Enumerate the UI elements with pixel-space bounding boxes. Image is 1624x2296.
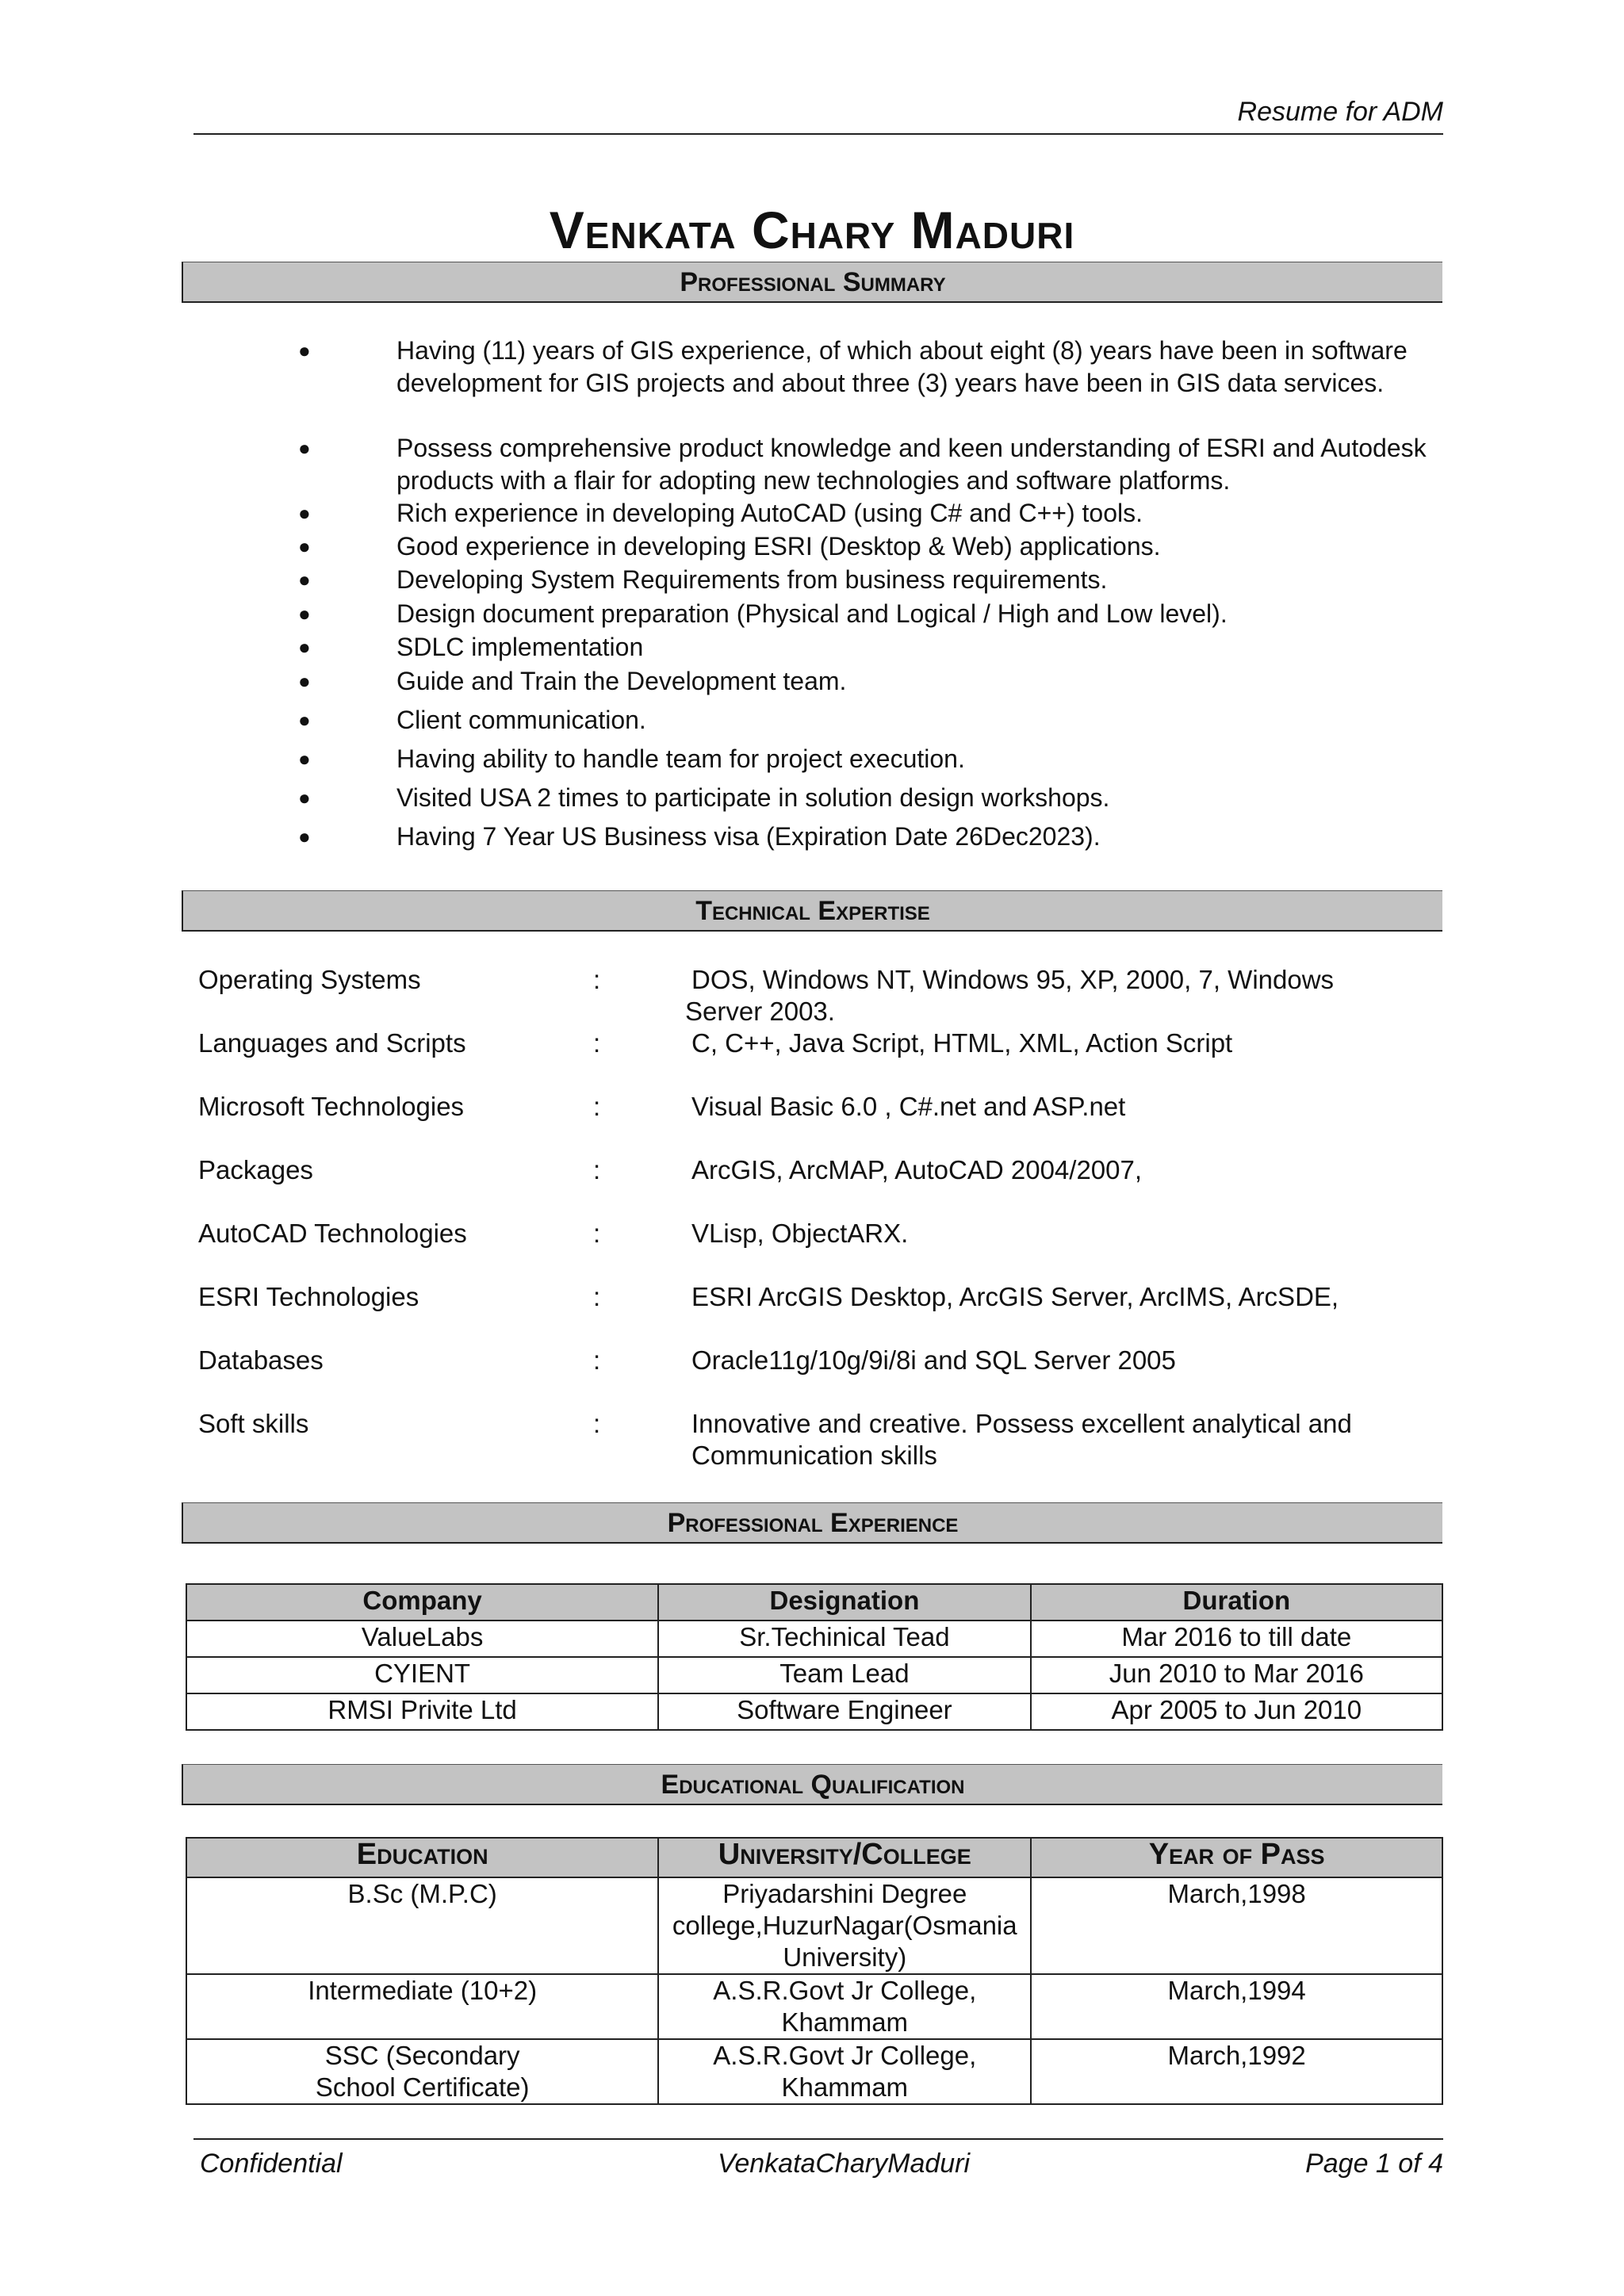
bullet-icon: ● [298, 708, 311, 732]
experience-header-cell: Duration [1031, 1584, 1442, 1621]
summary-text: Having (11) years of GIS experience, of which about eight (8) years have been in software development for GIS projects and about three (3) years have been in GIS data services. [396, 336, 1408, 397]
tech-separator: : [593, 1155, 601, 1184]
tech-label: Operating Systems [198, 965, 421, 994]
education-cell: March,1994 [1031, 1974, 1442, 2039]
section-heading-technical: Technical Expertise [182, 890, 1442, 932]
section-heading-education: Educational Qualification [182, 1764, 1442, 1805]
bullet-icon: ● [298, 747, 311, 771]
education-cell: A.S.R.Govt Jr College, Khammam [658, 1974, 1031, 2039]
experience-header-cell: Company [186, 1584, 658, 1621]
footer-confidential: Confidential [200, 2149, 343, 2179]
table-row [186, 1693, 1442, 1730]
footer-rule [193, 2138, 1443, 2140]
tech-separator: : [593, 1092, 601, 1121]
table-row [186, 1621, 1442, 1657]
tech-value: ESRI ArcGIS Desktop, ArcGIS Server, ArcIMS, ArcSDE, [691, 1282, 1339, 1311]
experience-cell: Apr 2005 to Jun 2010 [1031, 1693, 1442, 1730]
education-header-row [186, 1838, 1442, 1877]
tech-label: ESRI Technologies [198, 1282, 419, 1311]
experience-header-row [186, 1584, 1442, 1621]
summary-text: Visited USA 2 times to participate in solution design workshops. [396, 783, 1110, 812]
bullet-icon: ● [298, 635, 311, 659]
tech-value: Oracle11g/10g/9i/8i and SQL Server 2005 [691, 1345, 1176, 1375]
table-row [186, 2039, 1442, 2104]
table-row [186, 1974, 1442, 2039]
education-cell: March,1998 [1031, 1877, 1442, 1974]
summary-text: Having 7 Year US Business visa (Expiration Date 26Dec2023). [396, 822, 1101, 851]
tech-value: Innovative and creative. Possess excellent analytical and Communication skills [691, 1409, 1352, 1470]
education-cell: SSC (Secondary School Certificate) [186, 2039, 658, 2104]
tech-label: Soft skills [198, 1409, 309, 1438]
education-cell: March,1992 [1031, 2039, 1442, 2104]
bullet-icon: ● [298, 568, 311, 591]
summary-text: Rich experience in developing AutoCAD (using C# and C++) tools. [396, 499, 1143, 527]
tech-value: C, C++, Java Script, HTML, XML, Action Script [691, 1028, 1233, 1058]
education-header-cell: Year of Pass [1031, 1838, 1442, 1877]
section-heading-summary: Professional Summary [182, 262, 1442, 303]
tech-label: Languages and Scripts [198, 1028, 466, 1058]
education-cell: Intermediate (10+2) [186, 1974, 658, 2039]
summary-text: Good experience in developing ESRI (Desktop & Web) applications. [396, 532, 1161, 561]
summary-text: Design document preparation (Physical and Logical / High and Low level). [396, 599, 1228, 628]
experience-cell: ValueLabs [186, 1621, 658, 1657]
header-rule [193, 133, 1443, 135]
education-table [186, 1837, 1443, 2105]
bullet-icon: ● [298, 786, 311, 809]
tech-separator: : [593, 1282, 601, 1311]
tech-value: ArcGIS, ArcMAP, AutoCAD 2004/2007, [691, 1155, 1143, 1184]
education-header-cell: Education [186, 1838, 658, 1877]
tech-value: Visual Basic 6.0 , C#.net and ASP.net [691, 1092, 1126, 1121]
table-row [186, 1877, 1442, 1974]
bullet-icon: ● [298, 339, 311, 362]
bullet-icon: ● [298, 669, 311, 693]
summary-text: Possess comprehensive product knowledge and keen understanding of ESRI and Autodesk products with a flair for adopting new technologies and software platforms. [396, 434, 1427, 495]
experience-table [186, 1583, 1443, 1731]
bullet-icon: ● [298, 534, 311, 558]
experience-cell: Mar 2016 to till date [1031, 1621, 1442, 1657]
summary-text: Developing System Requirements from business requirements. [396, 565, 1108, 594]
tech-value: VLisp, ObjectARX. [691, 1219, 909, 1248]
bullet-icon: ● [298, 825, 311, 848]
tech-separator: : [593, 1028, 601, 1058]
header-title: Resume for ADM [1237, 97, 1443, 127]
summary-text: SDLC implementation [396, 633, 644, 661]
experience-header-cell: Designation [658, 1584, 1030, 1621]
tech-separator: : [593, 1219, 601, 1248]
footer-name: VenkataCharyMaduri [717, 2149, 971, 2179]
section-heading-experience: Professional Experience [182, 1502, 1442, 1544]
education-cell: A.S.R.Govt Jr College, Khammam [658, 2039, 1031, 2104]
table-row [186, 1657, 1442, 1693]
experience-cell: Team Lead [658, 1657, 1030, 1693]
experience-cell: Sr.Techinical Tead [658, 1621, 1030, 1657]
experience-cell: Software Engineer [658, 1693, 1030, 1730]
bullet-icon: ● [298, 501, 311, 525]
summary-text: Having ability to handle team for project execution. [396, 744, 965, 773]
tech-separator: : [593, 1345, 601, 1375]
tech-label: Packages [198, 1155, 313, 1184]
education-cell: B.Sc (M.P.C) [186, 1877, 658, 1974]
education-cell: Priyadarshini Degree college,HuzurNagar(Osmania University) [658, 1877, 1031, 1974]
experience-cell: Jun 2010 to Mar 2016 [1031, 1657, 1442, 1693]
experience-cell: CYIENT [186, 1657, 658, 1693]
experience-cell: RMSI Privite Ltd [186, 1693, 658, 1730]
education-header-cell: University/College [658, 1838, 1031, 1877]
tech-separator: : [593, 1409, 601, 1438]
tech-label: Databases [198, 1345, 324, 1375]
footer-page-number: Page 1 of 4 [1305, 2149, 1443, 2179]
tech-label: Microsoft Technologies [198, 1092, 465, 1121]
tech-separator: : [593, 965, 601, 994]
tech-label: AutoCAD Technologies [198, 1219, 467, 1248]
bullet-icon: ● [298, 436, 311, 460]
summary-text: Client communication. [396, 706, 646, 734]
summary-text: Guide and Train the Development team. [396, 667, 847, 695]
tech-value: DOS, Windows NT, Windows 95, XP, 2000, 7, Windows Server 2003. [685, 965, 1335, 1026]
bullet-icon: ● [298, 602, 311, 626]
candidate-name: Venkata Chary Maduri [549, 201, 1075, 259]
